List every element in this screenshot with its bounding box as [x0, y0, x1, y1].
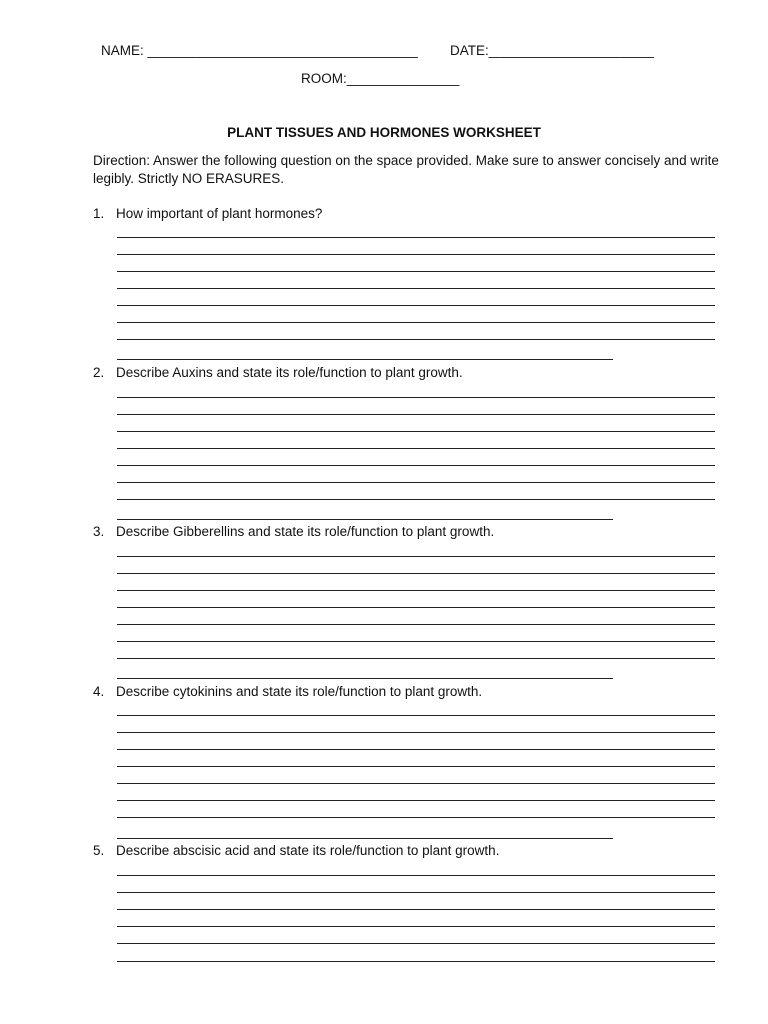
question-text: Describe Gibberellins and state its role/function to plant growth. [116, 524, 495, 539]
answer-line[interactable] [117, 749, 715, 750]
question-text: How important of plant hormones? [116, 206, 323, 221]
worksheet-title: PLANT TISSUES AND HORMONES WORKSHEET [227, 125, 541, 140]
answer-line[interactable] [117, 909, 715, 910]
answer-line[interactable] [117, 641, 715, 642]
answer-line[interactable] [117, 431, 715, 432]
question-number: 2. [93, 365, 105, 380]
answer-line[interactable] [117, 678, 613, 679]
answer-line[interactable] [117, 926, 715, 927]
answer-line[interactable] [117, 875, 715, 876]
answer-line[interactable] [117, 573, 715, 574]
answer-line[interactable] [117, 624, 715, 625]
answer-line[interactable] [117, 556, 715, 557]
answer-line[interactable] [117, 359, 613, 360]
answer-line[interactable] [117, 288, 715, 289]
answer-line[interactable] [117, 519, 613, 520]
answer-line[interactable] [117, 800, 715, 801]
question-number: 1. [93, 206, 105, 221]
answer-line[interactable] [117, 339, 715, 340]
answer-line[interactable] [117, 254, 715, 255]
question-number: 5. [93, 843, 105, 858]
direction-text: Direction: Answer the following question on the space provided. Make sure to answer concisely and write legibly. Strictly NO ERASURES. [93, 153, 719, 186]
answer-line[interactable] [117, 607, 715, 608]
answer-line[interactable] [117, 482, 715, 483]
answer-line[interactable] [117, 305, 715, 306]
answer-line[interactable] [117, 943, 715, 944]
answer-line[interactable] [117, 237, 715, 238]
date-field[interactable]: DATE:______________________ [450, 43, 654, 58]
answer-line[interactable] [117, 590, 715, 591]
room-field[interactable]: ROOM:_______________ [301, 71, 460, 86]
question-text: Describe cytokinins and state its role/function to plant growth. [116, 684, 483, 699]
question-number: 3. [93, 524, 105, 539]
answer-line[interactable] [117, 817, 715, 818]
answer-line[interactable] [117, 397, 715, 398]
answer-line[interactable] [117, 732, 715, 733]
question-text: Describe Auxins and state its role/function to plant growth. [116, 365, 463, 380]
answer-line[interactable] [117, 499, 715, 500]
answer-line[interactable] [117, 838, 613, 839]
answer-line[interactable] [117, 448, 715, 449]
question-text: Describe abscisic acid and state its role/function to plant growth. [116, 843, 500, 858]
answer-line[interactable] [117, 961, 715, 962]
question-number: 4. [93, 684, 105, 699]
answer-line[interactable] [117, 892, 715, 893]
answer-line[interactable] [117, 783, 715, 784]
answer-line[interactable] [117, 271, 715, 272]
answer-line[interactable] [117, 766, 715, 767]
answer-line[interactable] [117, 658, 715, 659]
answer-line[interactable] [117, 465, 715, 466]
answer-line[interactable] [117, 715, 715, 716]
answer-line[interactable] [117, 322, 715, 323]
answer-line[interactable] [117, 414, 715, 415]
name-field[interactable]: NAME: ____________________________________ [101, 43, 418, 58]
